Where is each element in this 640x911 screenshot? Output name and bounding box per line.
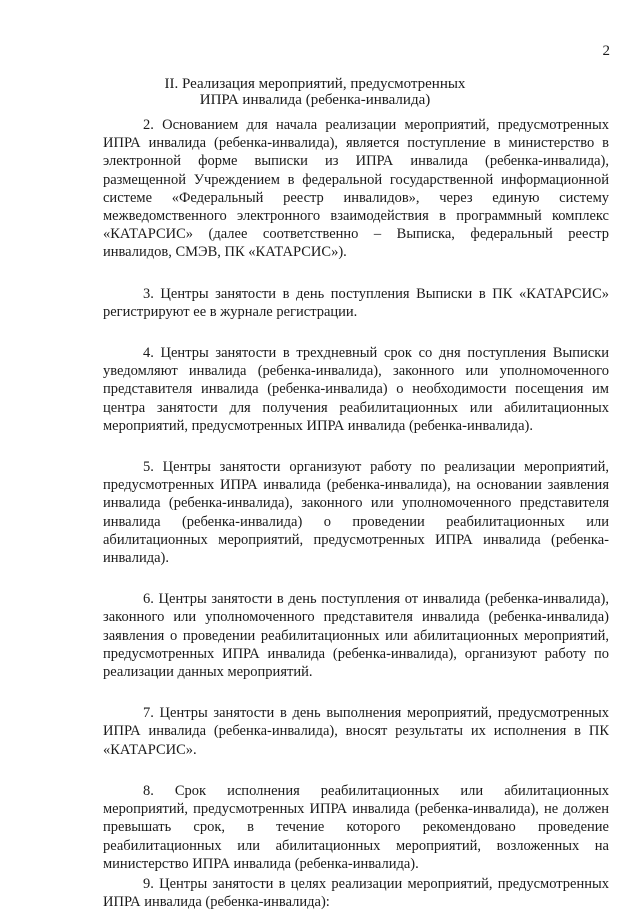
- paragraph-7: 7. Центры занятости в день выполнения мероприятий, предусмотренных ИПРА инвалида (ребенка-инвалида), вносят результаты их исполнения в ПК «КАТАРСИС».: [103, 705, 609, 758]
- paragraph-4: 4. Центры занятости в трехдневный срок со дня поступления Выписки уведомляют инвалида (ребенка-инвалида), законного или уполномоченного представителя инвалида (ребенка-инвалида) о необходимости посещения им центра занятости для получения реабилитационных или абилитационных мероприятий, предусмотренных ИПРА инвалида (ребенка-инвалида).: [103, 345, 609, 434]
- section-heading-line-2: ИПРА инвалида (ребенка-инвалида): [199, 92, 431, 108]
- paragraph-5: 5. Центры занятости организуют работу по реализации мероприятий, предусмотренных ИПРА инвалида (ребенка-инвалида), на основании заявления инвалида (ребенка-инвалида), законного или уполномоченного представителя инвалида (ребенка-инвалида) о проведении реабилитационных или абилитационных мероприятий, предусмотренных ИПРА инвалида (ребенка-инвалида).: [103, 459, 609, 567]
- section-heading-line-1: II. Реализация мероприятий, предусмотренных: [164, 76, 466, 92]
- paragraph-9: 9. Центры занятости в целях реализации мероприятий, предусмотренных ИПРА инвалида (ребенка-инвалида):: [103, 875, 609, 911]
- paragraph-3: 3. Центры занятости в день поступления Выписки в ПК «КАТАРСИС» регистрируют ее в журнале регистрации.: [103, 285, 609, 320]
- document-body: [103, 116, 609, 911]
- paragraph-8: 8. Срок исполнения реабилитационных или абилитационных мероприятий, предусмотренных ИПРА инвалида (ребенка-инвалида), не должен превышать срок, в течение которого рекомендовано проведение реабилитационных или абилитационных мероприятий, возложенных на министерство ИПРА инвалида (ребенка-инвалида).: [103, 782, 609, 872]
- page-number: 2: [602, 43, 610, 59]
- section-heading: [100, 76, 530, 108]
- paragraph-6: 6. Центры занятости в день поступления от инвалида (ребенка-инвалида), законного или уполномоченного представителя инвалида (ребенка-инвалида) заявления о проведении реабилитационных или абилитационных мероприятий, предусмотренных ИПРА инвалида (ребенка-инвалида), организуют работу по реализации данных мероприятий.: [103, 591, 609, 681]
- paragraph-2: 2. Основанием для начала реализации мероприятий, предусмотренных ИПРА инвалида (ребенка-инвалида), является поступление в министерство в электронной форме выписки из ИПРА инвалида (ребенка-инвалида), размещенной Учреждением в федеральной государственной информационной системе «Федеральный реестр инвалидов», через единую систему межведомственного электронного взаимодействия в программный комплекс «КАТАРСИС» (далее соответственно – Выписка, федеральный реестр инвалидов, СМЭВ, ПК «КАТАРСИС»).: [103, 117, 609, 261]
